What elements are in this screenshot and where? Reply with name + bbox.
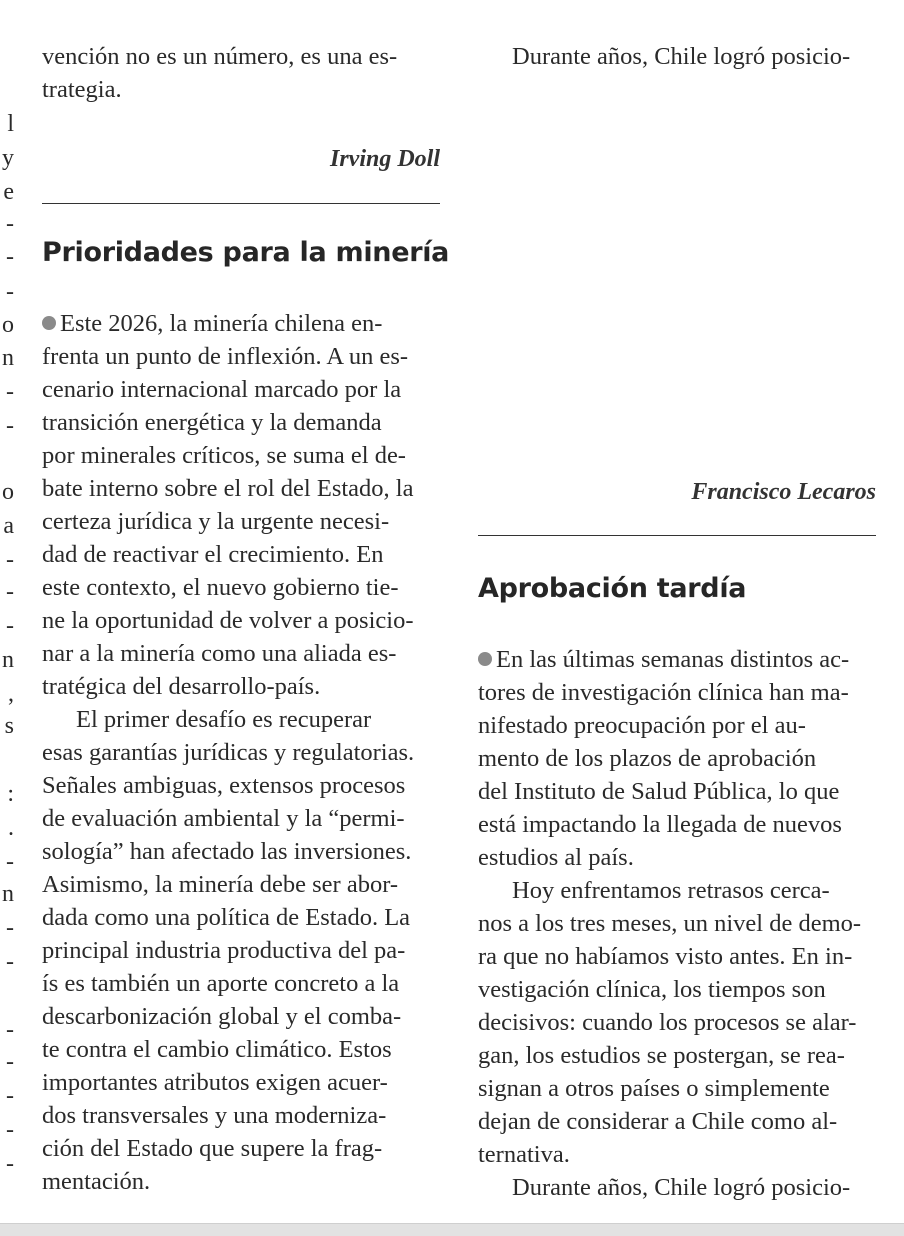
text-line (478, 139, 876, 172)
text-line: certeza jurídica y la urgente necesi- (42, 508, 390, 535)
text-line: cenario internacional marcado por la (42, 376, 402, 403)
text-line: decisivos: cuando los procesos se alar- (478, 1009, 857, 1036)
edge-fragment: - (6, 915, 14, 941)
text-line: bate interno sobre el rol del Estado, la (42, 475, 414, 502)
text-line: vestigación clínica, los tiempos son (478, 976, 826, 1003)
text-line (478, 304, 876, 337)
edge-fragment: - (6, 547, 14, 573)
text-line (478, 205, 876, 238)
text-line: nifestado preocupación por el au- (478, 712, 806, 739)
section-divider (42, 203, 440, 204)
text-line: Asimismo, la minería debe ser abor- (42, 871, 399, 898)
bullet-icon (42, 316, 56, 330)
edge-fragment: - (6, 379, 14, 405)
article-paragraph (478, 643, 876, 1204)
text-line: dada como una política de Estado. La (42, 904, 411, 931)
edge-fragment: - (6, 279, 14, 305)
text-line: trategia. (42, 76, 122, 103)
text-line (478, 337, 876, 370)
text-line (478, 403, 876, 436)
text-line (478, 106, 876, 139)
previous-article-tail (42, 40, 440, 106)
edge-fragment: a (3, 513, 14, 539)
text-line: Hoy enfrentamos retrasos cerca- (512, 877, 830, 904)
edge-fragment: o (2, 479, 14, 505)
edge-fragment: - (6, 579, 14, 605)
text-line: por minerales críticos, se suma el de- (42, 442, 406, 469)
edge-fragment: y (2, 145, 14, 171)
edge-fragment: e (3, 179, 14, 205)
text-line: esas garantías jurídicas y regulatorias. (42, 739, 415, 766)
article-paragraph (478, 40, 876, 436)
edge-fragment: - (6, 949, 14, 975)
text-line: estudios al país. (478, 844, 634, 871)
text-line: descarbonización global y el comba- (42, 1003, 402, 1030)
text-line: está impactando la llegada de nuevos (478, 811, 842, 838)
text-line: tratégica del desarrollo-país. (42, 673, 321, 700)
edge-fragment: s (4, 713, 14, 739)
author-signature-irving-doll: Irving Doll (329, 146, 440, 172)
text-line (478, 73, 876, 106)
left-column (42, 0, 450, 1220)
edge-fragment: - (6, 1049, 14, 1075)
edge-fragment: - (6, 211, 14, 237)
text-line: nos a los tres meses, un nivel de demo- (478, 910, 862, 937)
edge-fragment: - (6, 1083, 14, 1109)
text-line: Este 2026, la minería chilena en- (42, 307, 440, 340)
text-line: En las últimas semanas distintos ac- (478, 643, 876, 676)
text-line: signan a otros países o simplemente (478, 1075, 830, 1102)
text-line: sología” han afectado las inversiones. (42, 838, 412, 865)
text-line: nar a la minería como una aliada es- (42, 640, 397, 667)
text-line: dejan de considerar a Chile como al- (478, 1108, 838, 1135)
text-line: Señales ambiguas, extensos procesos (42, 772, 406, 799)
text-line: ternativa. (478, 1141, 570, 1168)
author-signature-francisco-lecaros: Francisco Lecaros (691, 479, 876, 505)
edge-fragment: - (6, 413, 14, 439)
page-bottom-band (0, 1223, 904, 1236)
text-line: ra que no habíamos visto antes. En in- (478, 943, 853, 970)
bullet-icon (478, 652, 492, 666)
article-heading-mineria: Prioridades para la minería (42, 237, 450, 268)
text-line: mento de los plazos de aprobación (478, 745, 817, 772)
text-line: gan, los estudios se postergan, se rea- (478, 1042, 845, 1069)
text-line: El primer desafío es recuperar (76, 706, 372, 733)
edge-fragment: l (7, 111, 14, 137)
text-line (478, 172, 876, 205)
text-line: ís es también un aporte concreto a la (42, 970, 400, 997)
edge-fragment: n (2, 647, 14, 673)
edge-fragment: . (8, 815, 14, 841)
edge-fragment: n (2, 345, 14, 371)
text-line: te contra el cambio climático. Estos (42, 1036, 392, 1063)
text-line: del Instituto de Salud Pública, lo que (478, 778, 840, 805)
edge-fragment: - (6, 849, 14, 875)
edge-fragment: , (8, 681, 14, 707)
edge-fragment: - (6, 1117, 14, 1143)
article-paragraph (42, 307, 440, 1198)
text-line (478, 271, 876, 304)
text-line: principal industria productiva del pa- (42, 937, 406, 964)
edge-fragment: - (6, 613, 14, 639)
text-line: de evaluación ambiental y la “permi- (42, 805, 405, 832)
section-divider (478, 535, 876, 536)
edge-fragment: - (6, 1017, 14, 1043)
text-line: este contexto, el nuevo gobierno tie- (42, 574, 399, 601)
text-line: dad de reactivar el crecimiento. En (42, 541, 384, 568)
edge-fragment: - (6, 244, 14, 270)
article-heading-aprobacion: Aprobación tardía (478, 573, 747, 604)
text-line: Durante años, Chile logró posicio- (512, 1174, 851, 1201)
text-line: ción del Estado que supere la frag- (42, 1135, 383, 1162)
edge-fragment: n (2, 881, 14, 907)
edge-fragment: o (2, 312, 14, 338)
text-line: transición energética y la demanda (42, 409, 382, 436)
text-line: dos transversales y una moderniza- (42, 1102, 387, 1129)
text-line: mentación. (42, 1168, 151, 1195)
right-column (478, 0, 876, 1220)
text-line: vención no es un número, es una es- (42, 43, 398, 70)
edge-fragment: - (6, 1151, 14, 1177)
edge-fragment: : (7, 781, 14, 807)
text-line: tores de investigación clínica han ma- (478, 679, 849, 706)
text-line: frenta un punto de inflexión. A un es- (42, 343, 409, 370)
text-line (478, 370, 876, 403)
text-line: importantes atributos exigen acuer- (42, 1069, 388, 1096)
text-line (478, 238, 876, 271)
text-line: ne la oportunidad de volver a posicio- (42, 607, 414, 634)
text-line: Durante años, Chile logró posicio- (512, 43, 851, 70)
